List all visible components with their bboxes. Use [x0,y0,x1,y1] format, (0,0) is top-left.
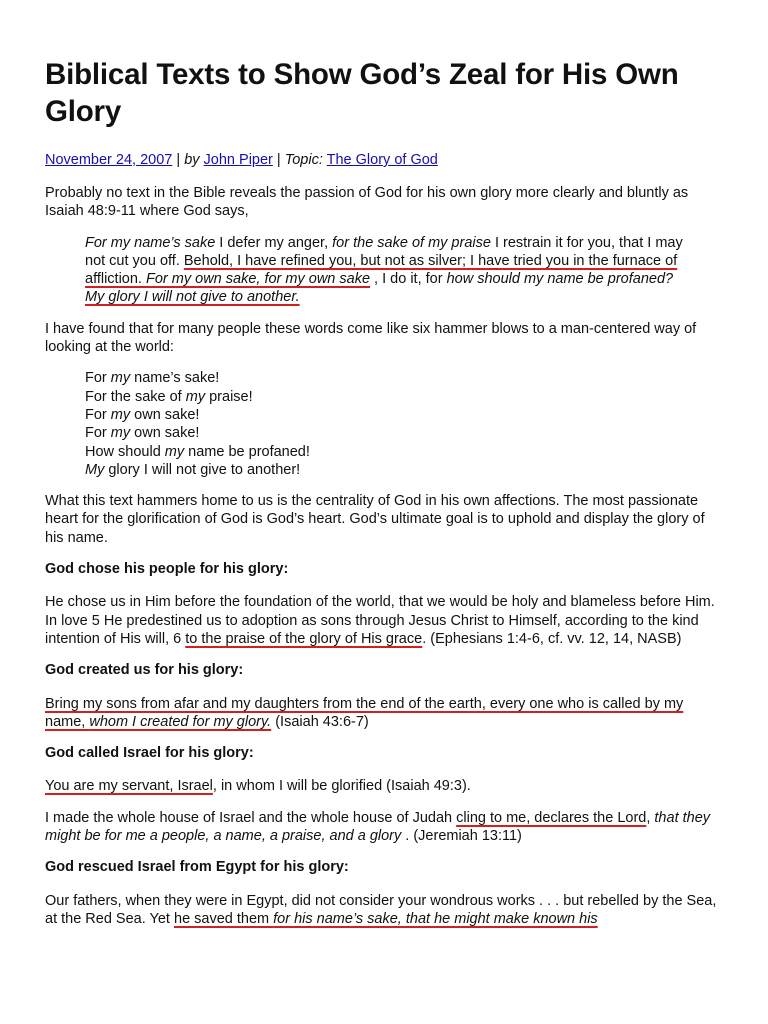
paragraph: What this text hammers home to us is the centrality of God in his own affections. The most passionate heart for the glorification of God is God’s heart. God’s ultimate goal is to uphold and display the glory of his name. [45,493,705,546]
quote-segment: , I do it, for [370,271,447,288]
quote-highlight: For my own sake, for my own sake [146,271,371,288]
highlight: cling to me, declares the Lord [456,809,647,826]
highlight: You are my servant, Israel [45,778,213,795]
hammer-line: For the sake of my praise! [85,388,253,405]
hammer-line: For my own sake! [85,406,200,423]
author-link[interactable]: John Piper [203,152,273,168]
quote-highlight: Behold, I have refined you, but not as silver; I have tried you in the furnace of affliction. [85,252,678,288]
by-label: by [184,152,200,168]
hammer-line: My glory I will not give to another! [85,461,301,478]
quote-segment: For my name’s sake [85,234,216,251]
section-heading: God called Israel for his glory: [45,745,254,762]
section-heading: God rescued Israel from Egypt for his glory: [45,859,349,876]
byline-separator: | [272,152,285,168]
section-heading: God created us for his glory: [45,662,244,679]
paragraph: Bring my sons from afar and my daughters from the end of the earth, every one who is called by my name, whom I created for my glory. (Isaiah 43:6-7) [45,695,684,730]
block-quote [85,234,685,307]
highlight: to the praise of the glory of His grace [185,630,423,647]
page-title: Biblical Texts to Show God’s Zeal for His Own Glory [45,58,679,128]
quote-segment: for the sake of my praise [332,234,491,251]
highlight: Bring my sons from afar and my daughters from the end of the earth, every one who is called by my name, [45,695,684,730]
topic-label: Topic: [284,152,323,168]
section-heading: God chose his people for his glory: [45,561,289,578]
hammer-lines [85,369,725,479]
paragraph: I have found that for many people these words come like six hammer blows to a man-centered way of looking at the world: [45,320,697,356]
byline [45,150,725,170]
paragraph: He chose us in Him before the foundation of the world, that we would be holy and blameless before Him. In love 5 He predestined us to adoption as sons through Jesus Christ to Himself, according to the kind intention of His will, 6 to the praise of the glory of His grace. (Ephesians 1:4-6, cf. vv. 12, 14, NASB) [45,594,715,647]
quote-segment: I defer my anger, [215,234,333,251]
paragraph: You are my servant, Israel, in whom I will be glorified (Isaiah 49:3). [45,778,471,795]
hammer-line: For my name’s sake! [85,370,220,387]
intro-paragraph: Probably no text in the Bible reveals the passion of God for his own glory more clearly and bluntly as Isaiah 48:9-11 where God says, [45,185,689,220]
quote-segment: how should my name be profaned? [446,271,674,288]
quote-segment: I restrain it for you, that I may not cut you off. [85,234,683,269]
highlight: for his name’s sake, that he might make known his [273,910,598,927]
paragraph: I made the whole house of Israel and the whole house of Judah cling to me, declares the Lord, that they might be for me a people, a name, a praise, and a glory . (Jeremiah 13:11) [45,809,711,845]
topic-link[interactable]: The Glory of God [326,152,438,168]
highlight: he saved them [174,910,274,927]
quote-highlight: My glory I will not give to another. [85,289,300,306]
highlight: whom I created for my glory. [89,713,272,730]
byline-separator: | [172,152,185,168]
date-link[interactable]: November 24, 2007 [45,152,173,168]
hammer-line: How should my name be profaned! [85,443,310,460]
hammer-line: For my own sake! [85,425,200,442]
paragraph: Our fathers, when they were in Egypt, did not consider your wondrous works . . . but rebelled by the Sea, at the Red Sea. Yet he saved them for his name’s sake, that he might make known his [45,892,717,927]
article [45,56,725,941]
